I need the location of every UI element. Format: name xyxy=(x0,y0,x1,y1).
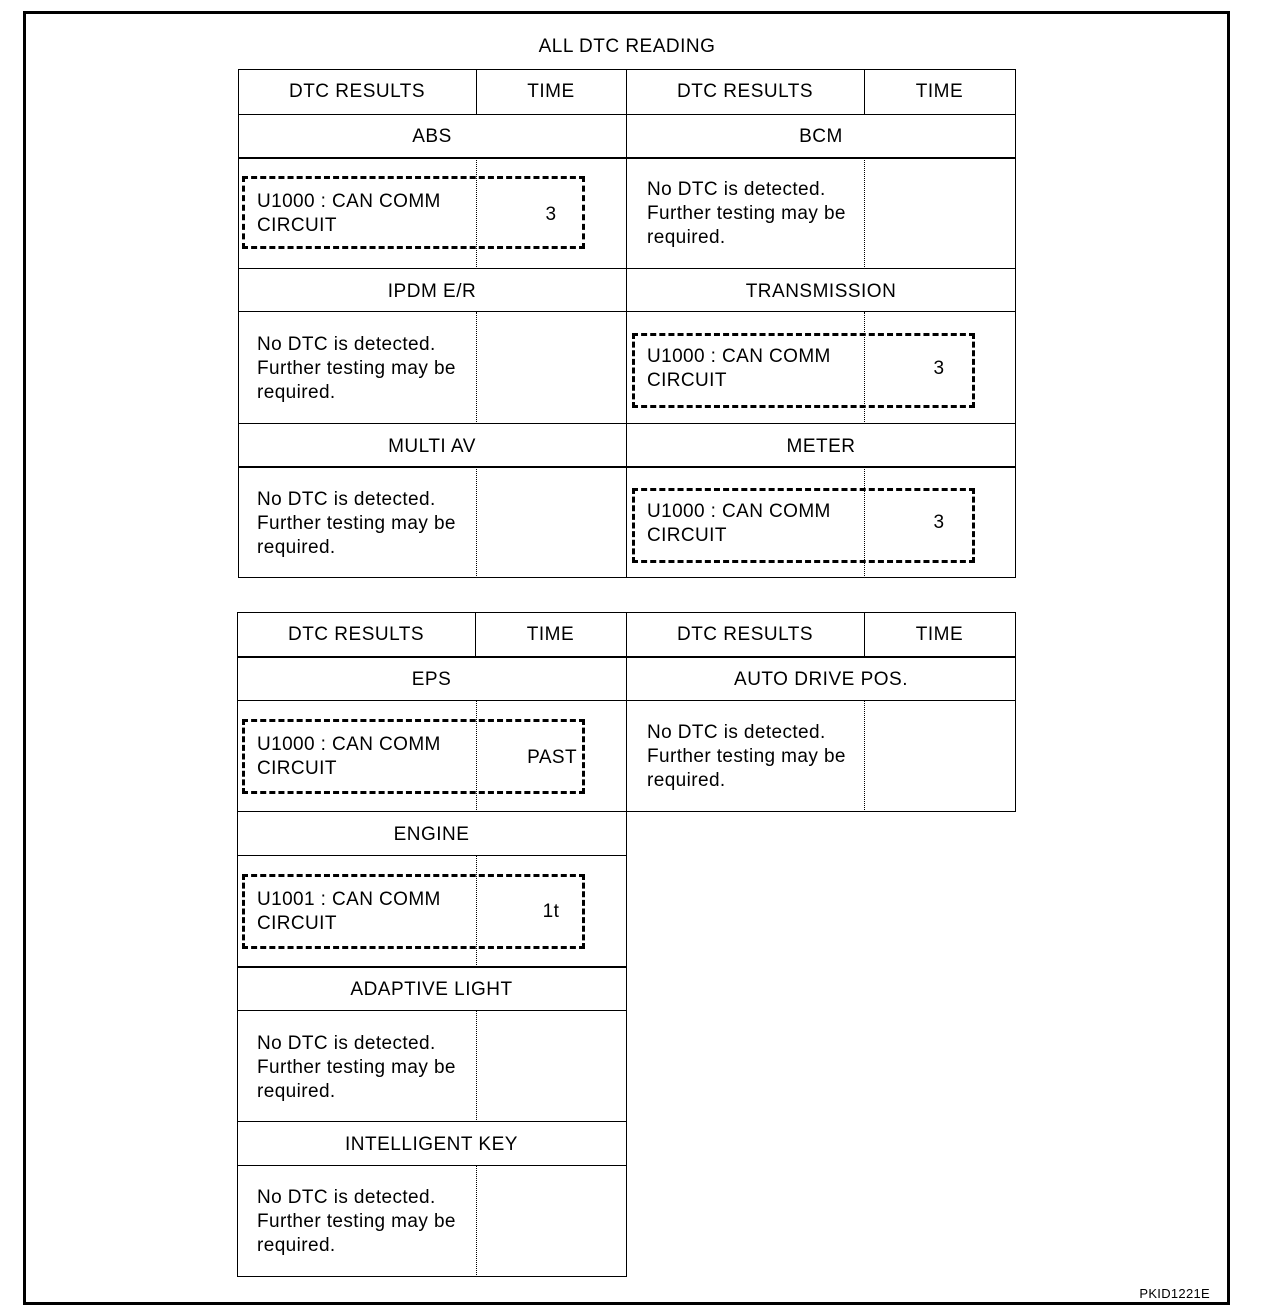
dtc-result-adaptive-light: No DTC is detected. Further testing may be required. xyxy=(257,1033,456,1102)
dtc-result-engine: U1001 : CAN COMM CIRCUIT xyxy=(257,889,441,934)
page-title: ALL DTC READING xyxy=(538,36,716,57)
dtc-result-bcm: No DTC is detected. Further testing may be required. xyxy=(647,179,846,248)
dtc-result-meter: U1000 : CAN COMM CIRCUIT xyxy=(647,501,831,546)
dtc-result-transmission: U1000 : CAN COMM CIRCUIT xyxy=(647,346,831,391)
system-name-abs: ABS xyxy=(412,126,452,147)
column-header-time: TIME xyxy=(915,624,964,645)
dtc-time-abs: 3 xyxy=(545,204,557,225)
system-name-adaptive-light: ADAPTIVE LIGHT xyxy=(350,979,513,1000)
dtc-result-eps: U1000 : CAN COMM CIRCUIT xyxy=(257,734,441,779)
dtc-time-eps: PAST xyxy=(527,747,577,768)
table-border xyxy=(237,612,238,1277)
column-header-time: TIME xyxy=(526,624,575,645)
dtc-time-meter: 3 xyxy=(933,512,945,533)
system-name-engine: ENGINE xyxy=(393,824,470,845)
system-name-multi-av: MULTI AV xyxy=(388,436,476,457)
column-header-time: TIME xyxy=(915,81,964,102)
dtc-result-ipdm: No DTC is detected. Further testing may be required. xyxy=(257,334,456,403)
column-header-dtc-results: DTC RESULTS xyxy=(288,81,426,102)
system-name-intelligent-key: INTELLIGENT KEY xyxy=(345,1134,518,1155)
column-header-time: TIME xyxy=(527,81,575,102)
column-header-dtc-results: DTC RESULTS xyxy=(287,624,425,645)
column-header-dtc-results: DTC RESULTS xyxy=(676,624,814,645)
system-name-ipdm: IPDM E/R xyxy=(387,281,477,302)
system-name-meter: METER xyxy=(786,436,856,457)
dtc-result-abs: U1000 : CAN COMM CIRCUIT xyxy=(257,191,441,236)
dtc-result-intelligent-key: No DTC is detected. Further testing may be required. xyxy=(257,1187,456,1256)
system-name-eps: EPS xyxy=(411,669,452,690)
table-border xyxy=(626,612,627,1277)
table-border xyxy=(1015,612,1016,812)
system-name-auto-drive-pos: AUTO DRIVE POS. xyxy=(734,669,908,690)
column-header-dtc-results: DTC RESULTS xyxy=(676,81,814,102)
figure-code: PKID1221E xyxy=(1139,1286,1210,1301)
system-name-bcm: BCM xyxy=(799,126,843,147)
dtc-result-auto-drive-pos: No DTC is detected. Further testing may be required. xyxy=(647,722,846,791)
dtc-time-transmission: 3 xyxy=(933,358,945,379)
dtc-result-multi-av: No DTC is detected. Further testing may be required. xyxy=(257,489,456,558)
dtc-time-engine: 1t xyxy=(542,901,560,922)
system-name-transmission: TRANSMISSION xyxy=(745,281,897,302)
